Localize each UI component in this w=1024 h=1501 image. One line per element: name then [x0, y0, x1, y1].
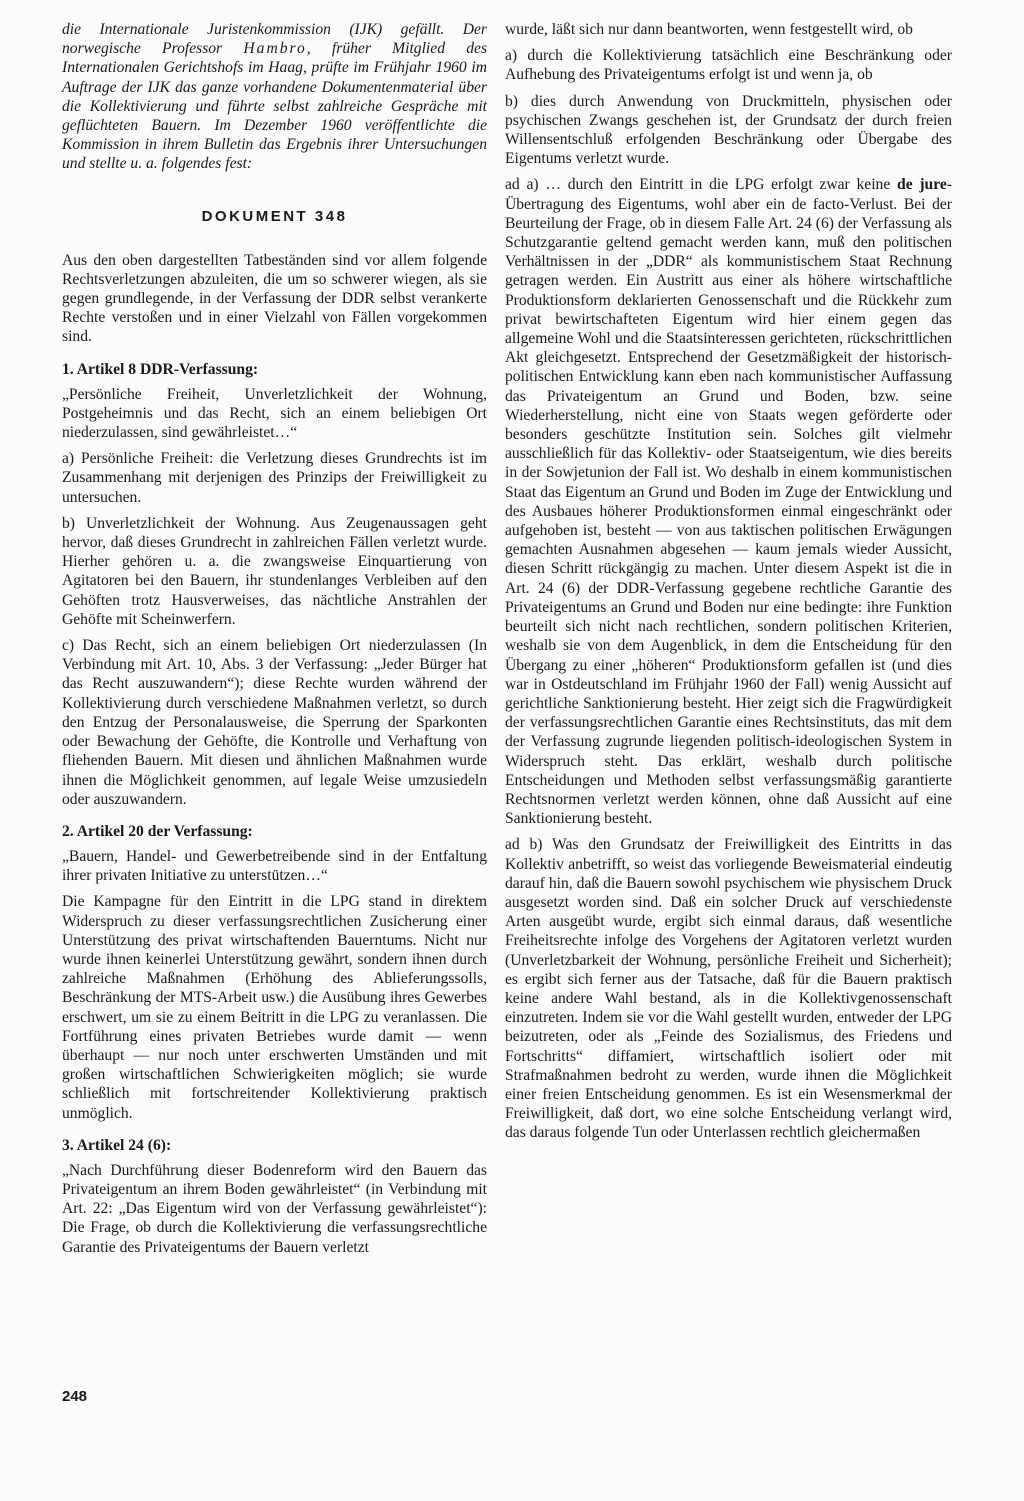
section-2-quote: „Bauern, Handel- und Gewerbetreibende sind in der Entfaltung ihrer privaten Initiative zu unterstützen…“ [62, 847, 487, 885]
lead-paragraph: Aus den oben dargestellten Tatbeständen sind vor allem folgende Rechtsverletzungen abzuleiten, die um so schwerer wiegen, als sie gegen grundlegende, in der Verfassung der DDR selbst verankerte Rechte verstoßen und in einer Vielzahl von Fällen vorgekommen sind. [62, 251, 487, 346]
right-column [505, 20, 952, 1150]
continuation-paragraph: wurde, läßt sich nur dann beantworten, wenn festgestellt wird, ob [505, 21, 913, 38]
section-2-body: Die Kampagne für den Eintritt in die LPG stand in direktem Widerspruch zu dieser verfassungsrechtlichen Zusicherung einer Unterstützung des privat wirtschaftenden Bauerntums. Nicht nur wurde ihnen keinerlei Unterstützung gewährt, sondern ihnen durch zahlreiche Maßnahmen (Erhöhung des Ablieferungssolls, Beschränkung der MTS-Arbeit usw.) die Ausübung ihres Gewerbes erschwert, um sie zu einem Beitritt in die LPG zu veranlassen. Die Fortführung eines privaten Betriebes wurde damit — wenn überhaupt — nur noch unter erschwerten Umständen und mit großen wirtschaftlichen Schwierigkeiten möglich; sie wurde schließlich mit fortschreitender Kollektivierung praktisch unmöglich. [62, 893, 487, 1122]
section-2-heading: 2. Artikel 20 der Verfassung: [62, 822, 253, 840]
document-heading: DOKUMENT 348 [201, 207, 348, 225]
de-jure-term: de jure [897, 176, 947, 194]
section-1-point-b: b) Unverletzlichkeit der Wohnung. Aus Zeugenaussagen geht hervor, daß dieses Grundrecht in zahlreichen Fällen verletzt wurde. Hierher gehören u. a. die zwangsweise Einquartierung von Agitatoren bei den Bauern, ihr stundenlanges Verbleiben auf den Gehöften trotz Hausverweises, das nächtliche Anstrahlen der Gehöfte mit Scheinwerfern. [62, 514, 487, 628]
section-3-heading: 3. Artikel 24 (6): [62, 1136, 172, 1154]
ad-b-paragraph: ad b) Was den Grundsatz der Freiwilligkeit des Eintritts in das Kollektiv anbetrifft, so weist das vorliegende Beweismaterial eindeutig darauf hin, daß die Bauern sowohl psychischem wie physischem Druck ausgesetzt worden sind. Daß ein solcher Druck auf verschiedenste Arten ausgeübt wurde, ergibt sich einmal daraus, daß wesentliche Freiheitsrechte infolge des Vorgehens der Agitatoren verletzt wurden (Unverletzbarkeit der Wohnung, persönliche Freiheit und Sicherheit); es ergibt sich ferner aus der Tatsache, daß für die Bauern praktisch keine andere Wahl bestand, als in die Kollektivgenossenschaft einzutreten. Indem sie vor die Wahl gestellt wurden, entweder der LPG beizutreten, oder als „Feinde des Sozialismus, des Friedens und Fortschritts“ diffamiert, wirtschaftlich isoliert oder mit Strafmaßnahmen bedroht zu werden, wurde ihnen die Möglichkeit einer freien Entscheidung genommen. Es ist ein Wesensmerkmal der Freiwilligkeit, daß dort, wo eine solche Entscheidung verlangt wird, das daraus folgende Tun oder Unterlassen rechtlich gleichermaßen [505, 836, 952, 1142]
professor-name: Hambro [243, 40, 307, 58]
section-1-quote: „Persönliche Freiheit, Unverletzlichkeit der Wohnung, Postgeheimnis und das Recht, sich an einem beliebigen Ort niederzulassen, sind gewährleistet…“ [62, 385, 487, 442]
left-column [62, 20, 487, 1264]
point-b: b) dies durch Anwendung von Druckmitteln, physischen oder psychischen Zwangs geschehen ist, der Grundsatz der durch freien Willensentschluß erfolgenden Beschränkung oder Übergabe des Eigentums verletzt wurde. [505, 92, 952, 168]
page-number: 248 [62, 1388, 88, 1405]
section-1-point-c: c) Das Recht, sich an einem beliebigen Ort niederzulassen (In Verbindung mit Art. 10, Abs. 3 der Verfassung: „Jeder Bürger hat das Recht auszuwandern“); diese Rechte wurden während der Kollektivierung durch verschiedene Maßnahmen verletzt, so durch den Entzug der Personalausweise, die Sperrung der Sparkonten oder Bewachung der Gehöfte, die Kontrolle und Verhaftung von fliehenden Bauern. Mit diesen und ähnlichen Maßnahmen wurde ihnen die Möglichkeit genommen, auf legale Weise umzusiedeln oder auszuwandern. [62, 637, 487, 808]
point-a: a) durch die Kollektivierung tatsächlich eine Beschränkung oder Aufhebung des Privateigentums erfolgt ist und wenn ja, ob [505, 47, 952, 84]
ad-a-paragraph: ad a) … durch den Eintritt in die LPG erfolgt zwar keine de jure-Übertragung des Eigentums, wohl aber ein de facto-Verlust. Bei der Beurteilung der Frage, ob in diesem Falle Art. 24 (6) der Verfassung als Schutzgarantie geltend gemacht werden kann, muß den politischen Verhältnissen in der „DDR“ als kommunistischem Staat Rechnung getragen werden. Ein Austritt aus einer als höhere wirtschaftliche Produktionsform deklarierten Genossenschaft und die Rückkehr zum privat bewirtschafteten Eigentum wird hier einem gegen das allgemeine Wohl und die Staatsinteressen gerichteten, rückschrittlichen Akt gleichgesetzt. Entsprechend der Gesetzmäßigkeit der historisch-politischen Entwicklung kann eben nach kommunistischer Auffassung das Privateigentum an Grund und Boden, bzw. seine Wiederherstellung, nicht eine von Staats wegen geförderte oder besonders geschützte Institution sein. Solches gilt vielmehr ausschließlich für das Kollektiv- oder Staatseigentum, wie dies bereits in der Sowjetunion der Fall ist. Wo deshalb in einem kommunistischen Staat das Eigentum an Grund und Boden im Zuge der Entwicklung und des Ausbaues höherer Produktionsformen einmal eingeschränkt oder aufgehoben ist, besteht — von aus taktischen politischen Erwägungen gemachten Ausnahmen abgesehen — kaum jemals wieder Aussicht, diesen Schritt rückgängig zu machen. Unter diesem Aspekt ist die in Art. 24 (6) der DDR-Verfassung gegebene rechtliche Garantie des Privateigentums an Grund und Boden nur eine bedingte: ihre Funktion beurteilt sich nicht nach rechtlichen, sondern politischen Kriterien, weshalb sie von dem Augenblick, in dem die Entscheidung für den Übergang zu einer „höheren“ Produktionsform gefallen ist (und dies war in Ostdeutschland im Frühjahr 1960 der Fall) wenig Aussicht auf gerichtliche Sanktionierung besteht. Hier zeigt sich die Fragwürdigkeit der verfassungsrechtlichen Garantie eines Rechtsinstituts, das mit dem der Verfassung zugrunde liegenden politisch-ideologischen System in Widerspruch steht. Das erklärt, weshalb durch politische Entscheidungen und Methoden selbst verfassungsmäßig garantierte Rechtsnormen verletzt werden können, ohne daß Aussicht auf eine Sanktionierung besteht. [505, 176, 952, 828]
intro-paragraph: die Internationale Juristenkommission (IJK) gefällt. Der norwegische Professor Hambro, früher Mitglied des Internationalen Gerichtshofs im Haag, prüfte im Frühjahr 1960 im Auftrage der IJK das ganze vorhandene Dokumentenmaterial über die Kollektivierung und führte selbst zahlreiche Gespräche mit geflüchteten Bauern. Im Dezember 1960 veröffentlichte die Kommission in ihrem Bulletin das Ergebnis ihrer Untersuchungen und stellte u. a. folgendes fest: [62, 21, 488, 173]
section-3-body: „Nach Durchführung dieser Bodenreform wird den Bauern das Privateigentum an ihrem Boden gewährleistet“ (in Verbindung mit Art. 22: „Das Eigentum wird von der Verfassung gewährleistet“): Die Frage, ob durch die Kollektivierung die verfassungsrechtliche Garantie des Privateigentums der Bauern verletzt [62, 1161, 487, 1256]
section-1-point-a: a) Persönliche Freiheit: die Verletzung dieses Grundrechts ist im Zusammenhang mit derjenigen des Prinzips der Freiwilligkeit zu untersuchen. [62, 450, 487, 506]
section-1-heading: 1. Artikel 8 DDR-Verfassung: [62, 360, 259, 378]
